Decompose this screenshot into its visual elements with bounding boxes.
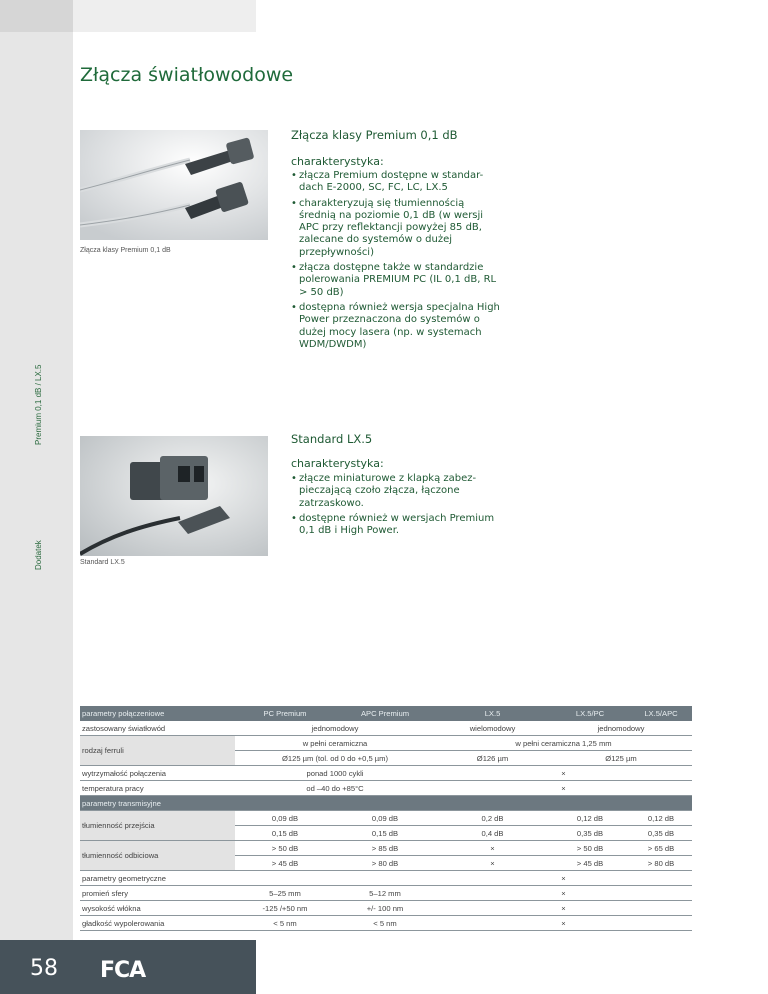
row-label: wysokość włókna (80, 901, 235, 916)
sidebar-label-dodatek: Dodatek (34, 540, 43, 570)
table-cell: × (435, 871, 692, 886)
bullet-item: • złącza Premium dostępne w standar-dach E-2000, SC, FC, LC, LX.5 (291, 170, 501, 195)
section1-heading: Złącza klasy Premium 0,1 dB (291, 128, 458, 142)
row-label: wytrzymałość połączenia (80, 766, 235, 781)
table-cell: w pełni ceramiczna (235, 736, 435, 751)
table-row (80, 736, 692, 751)
table-cell: > 50 dB (235, 841, 335, 856)
corner-block-dark (0, 0, 73, 32)
table-cell: Ø126 µm (435, 751, 550, 766)
table-cell: w pełni ceramiczna 1,25 mm (435, 736, 692, 751)
table-cell (235, 871, 435, 886)
section-label: parametry transmisyjne (80, 796, 692, 811)
table-cell: ponad 1000 cykli (235, 766, 435, 781)
table-cell: < 5 nm (235, 916, 335, 931)
spec-table (80, 706, 692, 931)
table-row (80, 916, 692, 931)
table-cell: -125 /+50 nm (235, 901, 335, 916)
table-cell: od –40 do +85°C (235, 781, 435, 796)
sidebar-label-premium: Premium 0,1 dB / LX.5 (34, 364, 43, 445)
table-cell: > 85 dB (335, 841, 435, 856)
row-label: rodzaj ferruli (80, 736, 235, 766)
table-cell: < 5 nm (335, 916, 435, 931)
table-cell: jednomodowy (235, 721, 435, 736)
table-cell: > 80 dB (630, 856, 692, 871)
table-cell: × (435, 766, 692, 781)
table-cell: × (435, 781, 692, 796)
table-cell: × (435, 856, 550, 871)
table-cell: > 50 dB (550, 841, 630, 856)
corner-block (73, 0, 256, 32)
section1-bullet-list (291, 170, 501, 354)
section2-subheading: charakterystyka: (291, 457, 384, 470)
table-cell: > 65 dB (630, 841, 692, 856)
table-cell: > 45 dB (550, 856, 630, 871)
lx5-caption: Standard LX.5 (80, 559, 125, 566)
header-cell: APC Premium (335, 706, 435, 721)
table-row (80, 901, 692, 916)
row-label: promień sfery (80, 886, 235, 901)
table-cell: 0,2 dB (435, 811, 550, 826)
lx5-connector-photo (80, 436, 268, 556)
table-cell: 0,09 dB (235, 811, 335, 826)
row-label: zastosowany światłowód (80, 721, 235, 736)
table-cell: × (435, 916, 692, 931)
row-label: temperatura pracy (80, 781, 235, 796)
bullet-item: • dostępne również w wersjach Premium 0,1 dB i High Power. (291, 513, 501, 538)
header-cell: LX.5/APC (630, 706, 692, 721)
table-cell: × (435, 841, 550, 856)
bullet-item: • charakteryzują się tłumiennością średnią na poziomie 0,1 dB (w wersji APC przy reflektancji powyżej 85 dB, zalecane do systemów o dużej przepływności) (291, 198, 501, 259)
table-header-row (80, 706, 692, 721)
table-row (80, 841, 692, 856)
table-row (80, 766, 692, 781)
bullet-item: • dostępna również wersja specjalna High Power przeznaczona do systemów o dużej mocy lasera (np. w systemach WDM/DWDM) (291, 302, 501, 351)
header-cell: LX.5 (435, 706, 550, 721)
table-cell: 0,12 dB (630, 811, 692, 826)
table-row (80, 781, 692, 796)
section1-subheading: charakterystyka: (291, 155, 384, 168)
section2-bullet-list (291, 473, 501, 540)
table-cell: × (435, 901, 692, 916)
table-cell: jednomodowy (550, 721, 692, 736)
bullet-item: • złącza dostępne także w standardzie polerowania PREMIUM PC (IL 0,1 dB, RL > 50 dB) (291, 262, 501, 299)
table-cell: 0,09 dB (335, 811, 435, 826)
header-cell: LX.5/PC (550, 706, 630, 721)
table-cell: 0,15 dB (335, 826, 435, 841)
row-label: tłumienność odbiciowa (80, 841, 235, 871)
premium-caption: Złącza klasy Premium 0,1 dB (80, 247, 171, 254)
table-row (80, 721, 692, 736)
table-cell: Ø125 µm (tol. od 0 do +0,5 µm) (235, 751, 435, 766)
table-cell: Ø125 µm (550, 751, 692, 766)
table-cell: 0,12 dB (550, 811, 630, 826)
row-label: tłumienność przejścia (80, 811, 235, 841)
table-cell: +/- 100 nm (335, 901, 435, 916)
table-cell: wielomodowy (435, 721, 550, 736)
table-section-row (80, 796, 692, 811)
page-number: 58 (30, 956, 58, 981)
table-cell: 0,4 dB (435, 826, 550, 841)
table-row (80, 811, 692, 826)
table-cell: > 80 dB (335, 856, 435, 871)
row-label: parametry geometryczne (80, 871, 235, 886)
table-cell: > 45 dB (235, 856, 335, 871)
header-cell: PC Premium (235, 706, 335, 721)
page-title: Złącza światłowodowe (80, 64, 294, 86)
fca-logo: FCA (100, 958, 146, 983)
bullet-item: • złącze miniaturowe z klapką zabez-pieczającą czoło złącza, łączone zatrzaskowo. (291, 473, 501, 510)
table-row (80, 871, 692, 886)
premium-connector-photo (80, 130, 268, 240)
table-cell: 5–12 mm (335, 886, 435, 901)
left-sidebar (0, 0, 73, 994)
table-cell: 0,35 dB (550, 826, 630, 841)
table-cell: 0,35 dB (630, 826, 692, 841)
section2-heading: Standard LX.5 (291, 432, 373, 446)
table-cell: 5–25 mm (235, 886, 335, 901)
row-label: gładkość wypolerowania (80, 916, 235, 931)
header-cell: parametry połączeniowe (80, 706, 235, 721)
table-row (80, 886, 692, 901)
table-cell: 0,15 dB (235, 826, 335, 841)
table-cell: × (435, 886, 692, 901)
